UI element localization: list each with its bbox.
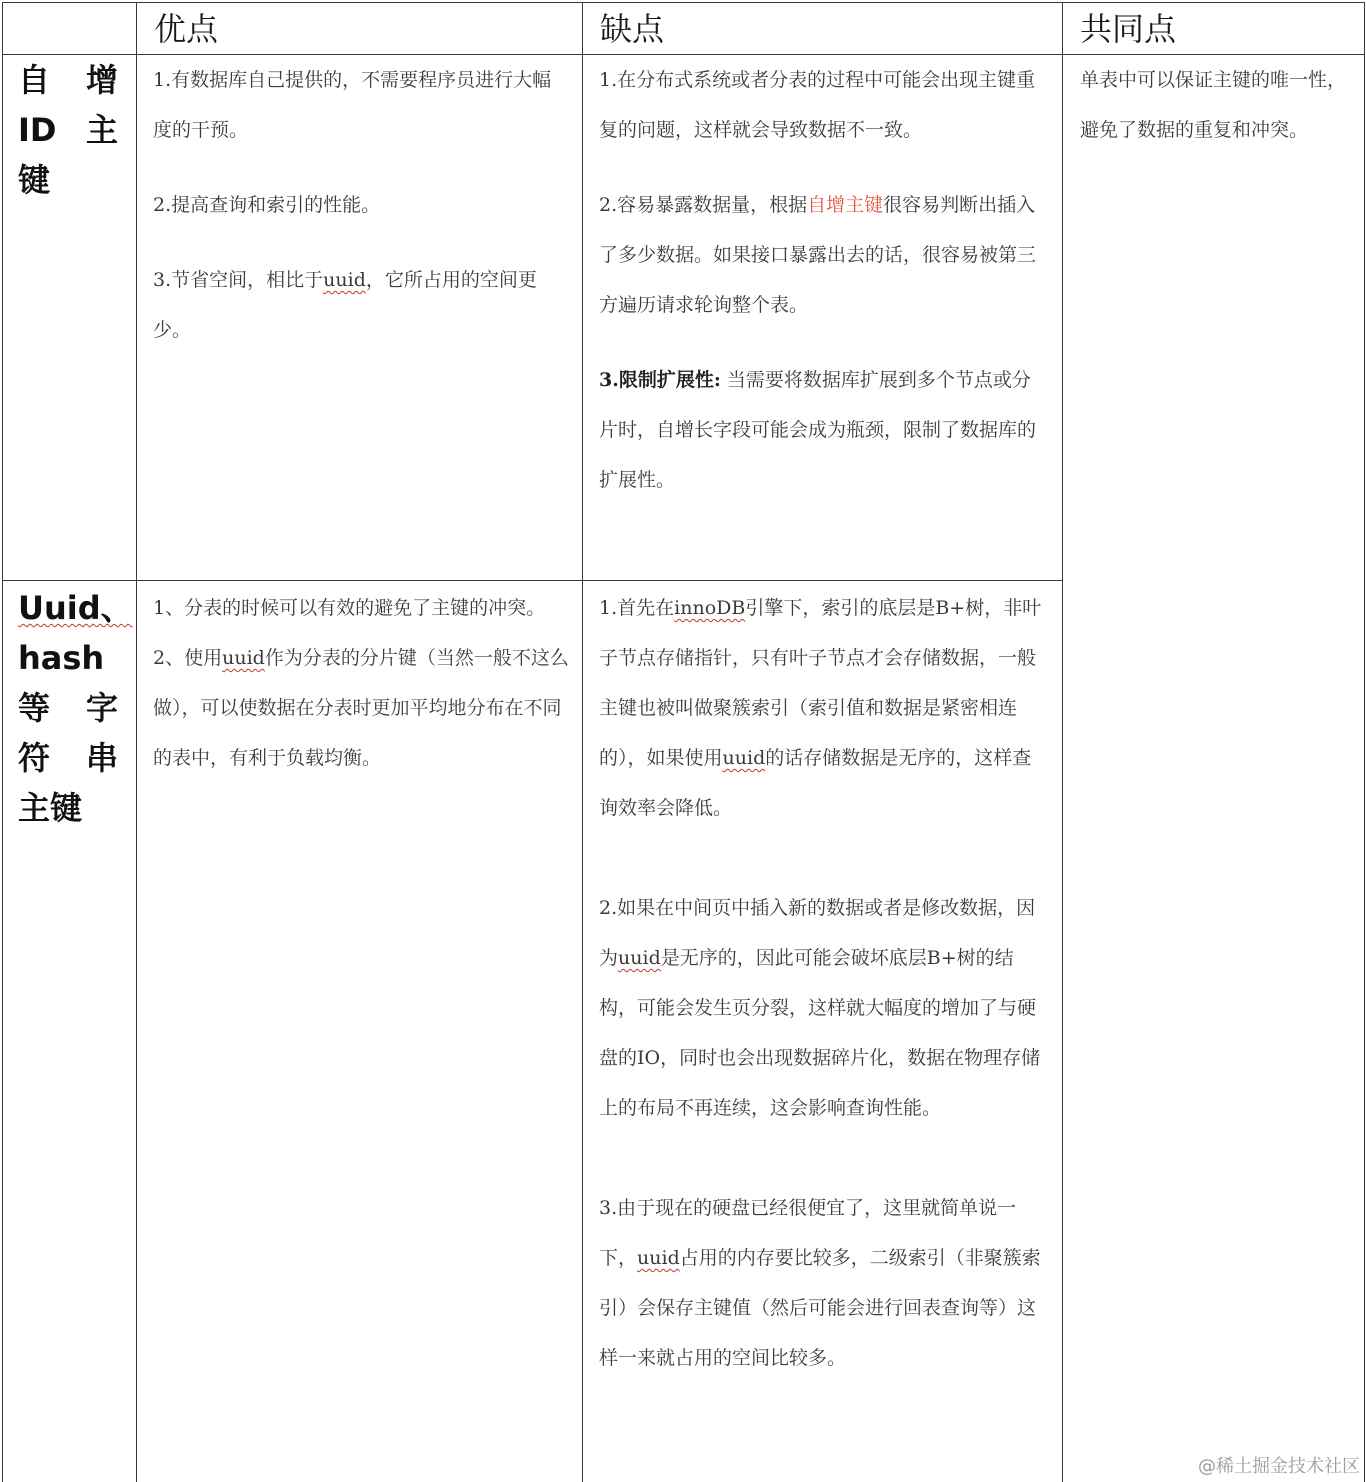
spellcheck-term: innoDB — [674, 597, 746, 619]
row2-pros-cell — [153, 583, 569, 783]
col1-divider — [136, 2, 137, 1482]
highlighted-term: 自增主键 — [807, 194, 884, 216]
pro-item: 1、分表的时候可以有效的避免了主键的冲突。 — [153, 597, 546, 619]
spellcheck-term: uuid — [637, 1247, 680, 1269]
table-right-border — [1364, 2, 1365, 1482]
row-label-auto-increment-id: 自 增 ID 主 键 — [18, 61, 118, 199]
row1-pros-cell — [153, 55, 569, 355]
watermark: @稀土掘金技术社区 — [1198, 1456, 1360, 1477]
common-cell — [1080, 55, 1352, 155]
con-item: 1.首先在innoDB引擎下，索引的底层是B+树，非叶子节点存储指针，只有叶子节点才会存储数据，一般主键也被叫做聚簇索引（索引值和数据是紧密相连的），如果使用uuid的话存储数据是无序的，这样查询效率会降低。 — [599, 597, 1042, 819]
header-cons: 缺点 — [600, 10, 665, 48]
spellcheck-term: uuid — [323, 269, 366, 291]
con-item: 2.容易暴露数据量，根据自增主键很容易判断出插入了多少数据。如果接口暴露出去的话，很容易被第三方遍历请求轮询整个表。 — [599, 194, 1037, 316]
pro-item: 1.有数据库自己提供的，不需要程序员进行大幅度的干预。 — [153, 69, 552, 141]
row1-cons-cell — [599, 55, 1049, 505]
con-item: 2.如果在中间页中插入新的数据或者是修改数据，因为uuid是无序的，因此可能会破坏底层B+树的结构，可能会发生页分裂，这样就大幅度的增加了与硬盘的IO，同时也会出现数据碎片化，数据在物理存储上的布局不再连续，这会影响查询性能。 — [599, 897, 1041, 1119]
spellcheck-term: uuid — [618, 947, 661, 969]
header-common: 共同点 — [1080, 10, 1177, 48]
table-left-border — [2, 2, 3, 1482]
header-pros: 优点 — [154, 10, 219, 48]
pro-item: 2.提高查询和索引的性能。 — [153, 194, 381, 216]
col2-divider — [582, 2, 583, 1482]
col3-divider — [1062, 2, 1063, 1482]
row2-cons-cell — [599, 583, 1049, 1383]
con-item: 3.由于现在的硬盘已经很便宜了，这里就简单说一下，uuid占用的内存要比较多，二级索引（非聚簇索引）会保存主键值（然后可能会进行回表查询等）这样一来就占用的空间比较多。 — [599, 1197, 1041, 1369]
table-top-border — [2, 2, 1364, 3]
row1-bottom-border — [2, 580, 1062, 581]
pro-item: 3.节省空间，相比于uuid，它所占用的空间更少。 — [153, 269, 537, 341]
con-item: 3.限制扩展性: 当需要将数据库扩展到多个节点或分片时，自增长字段可能会成为瓶颈，限制了数据库的扩展性。 — [599, 369, 1037, 491]
con-item-title: 3.限制扩展性: — [599, 369, 721, 391]
spellcheck-term: uuid — [222, 647, 265, 669]
spellcheck-term: uuid — [722, 747, 766, 769]
con-item: 1.在分布式系统或者分表的过程中可能会出现主键重复的问题，这样就会导致数据不一致。 — [599, 69, 1036, 141]
row-label-uuid-hash-key: Uuid、 hash 等 字 符 串 主键 — [18, 589, 133, 827]
pro-item: 2、使用uuid作为分表的分片键（当然一般不这么做），可以使数据在分表时更加平均地分布在不同的表中，有利于负载均衡。 — [153, 647, 569, 769]
common-text: 单表中可以保证主键的唯一性，避免了数据的重复和冲突。 — [1080, 69, 1347, 141]
